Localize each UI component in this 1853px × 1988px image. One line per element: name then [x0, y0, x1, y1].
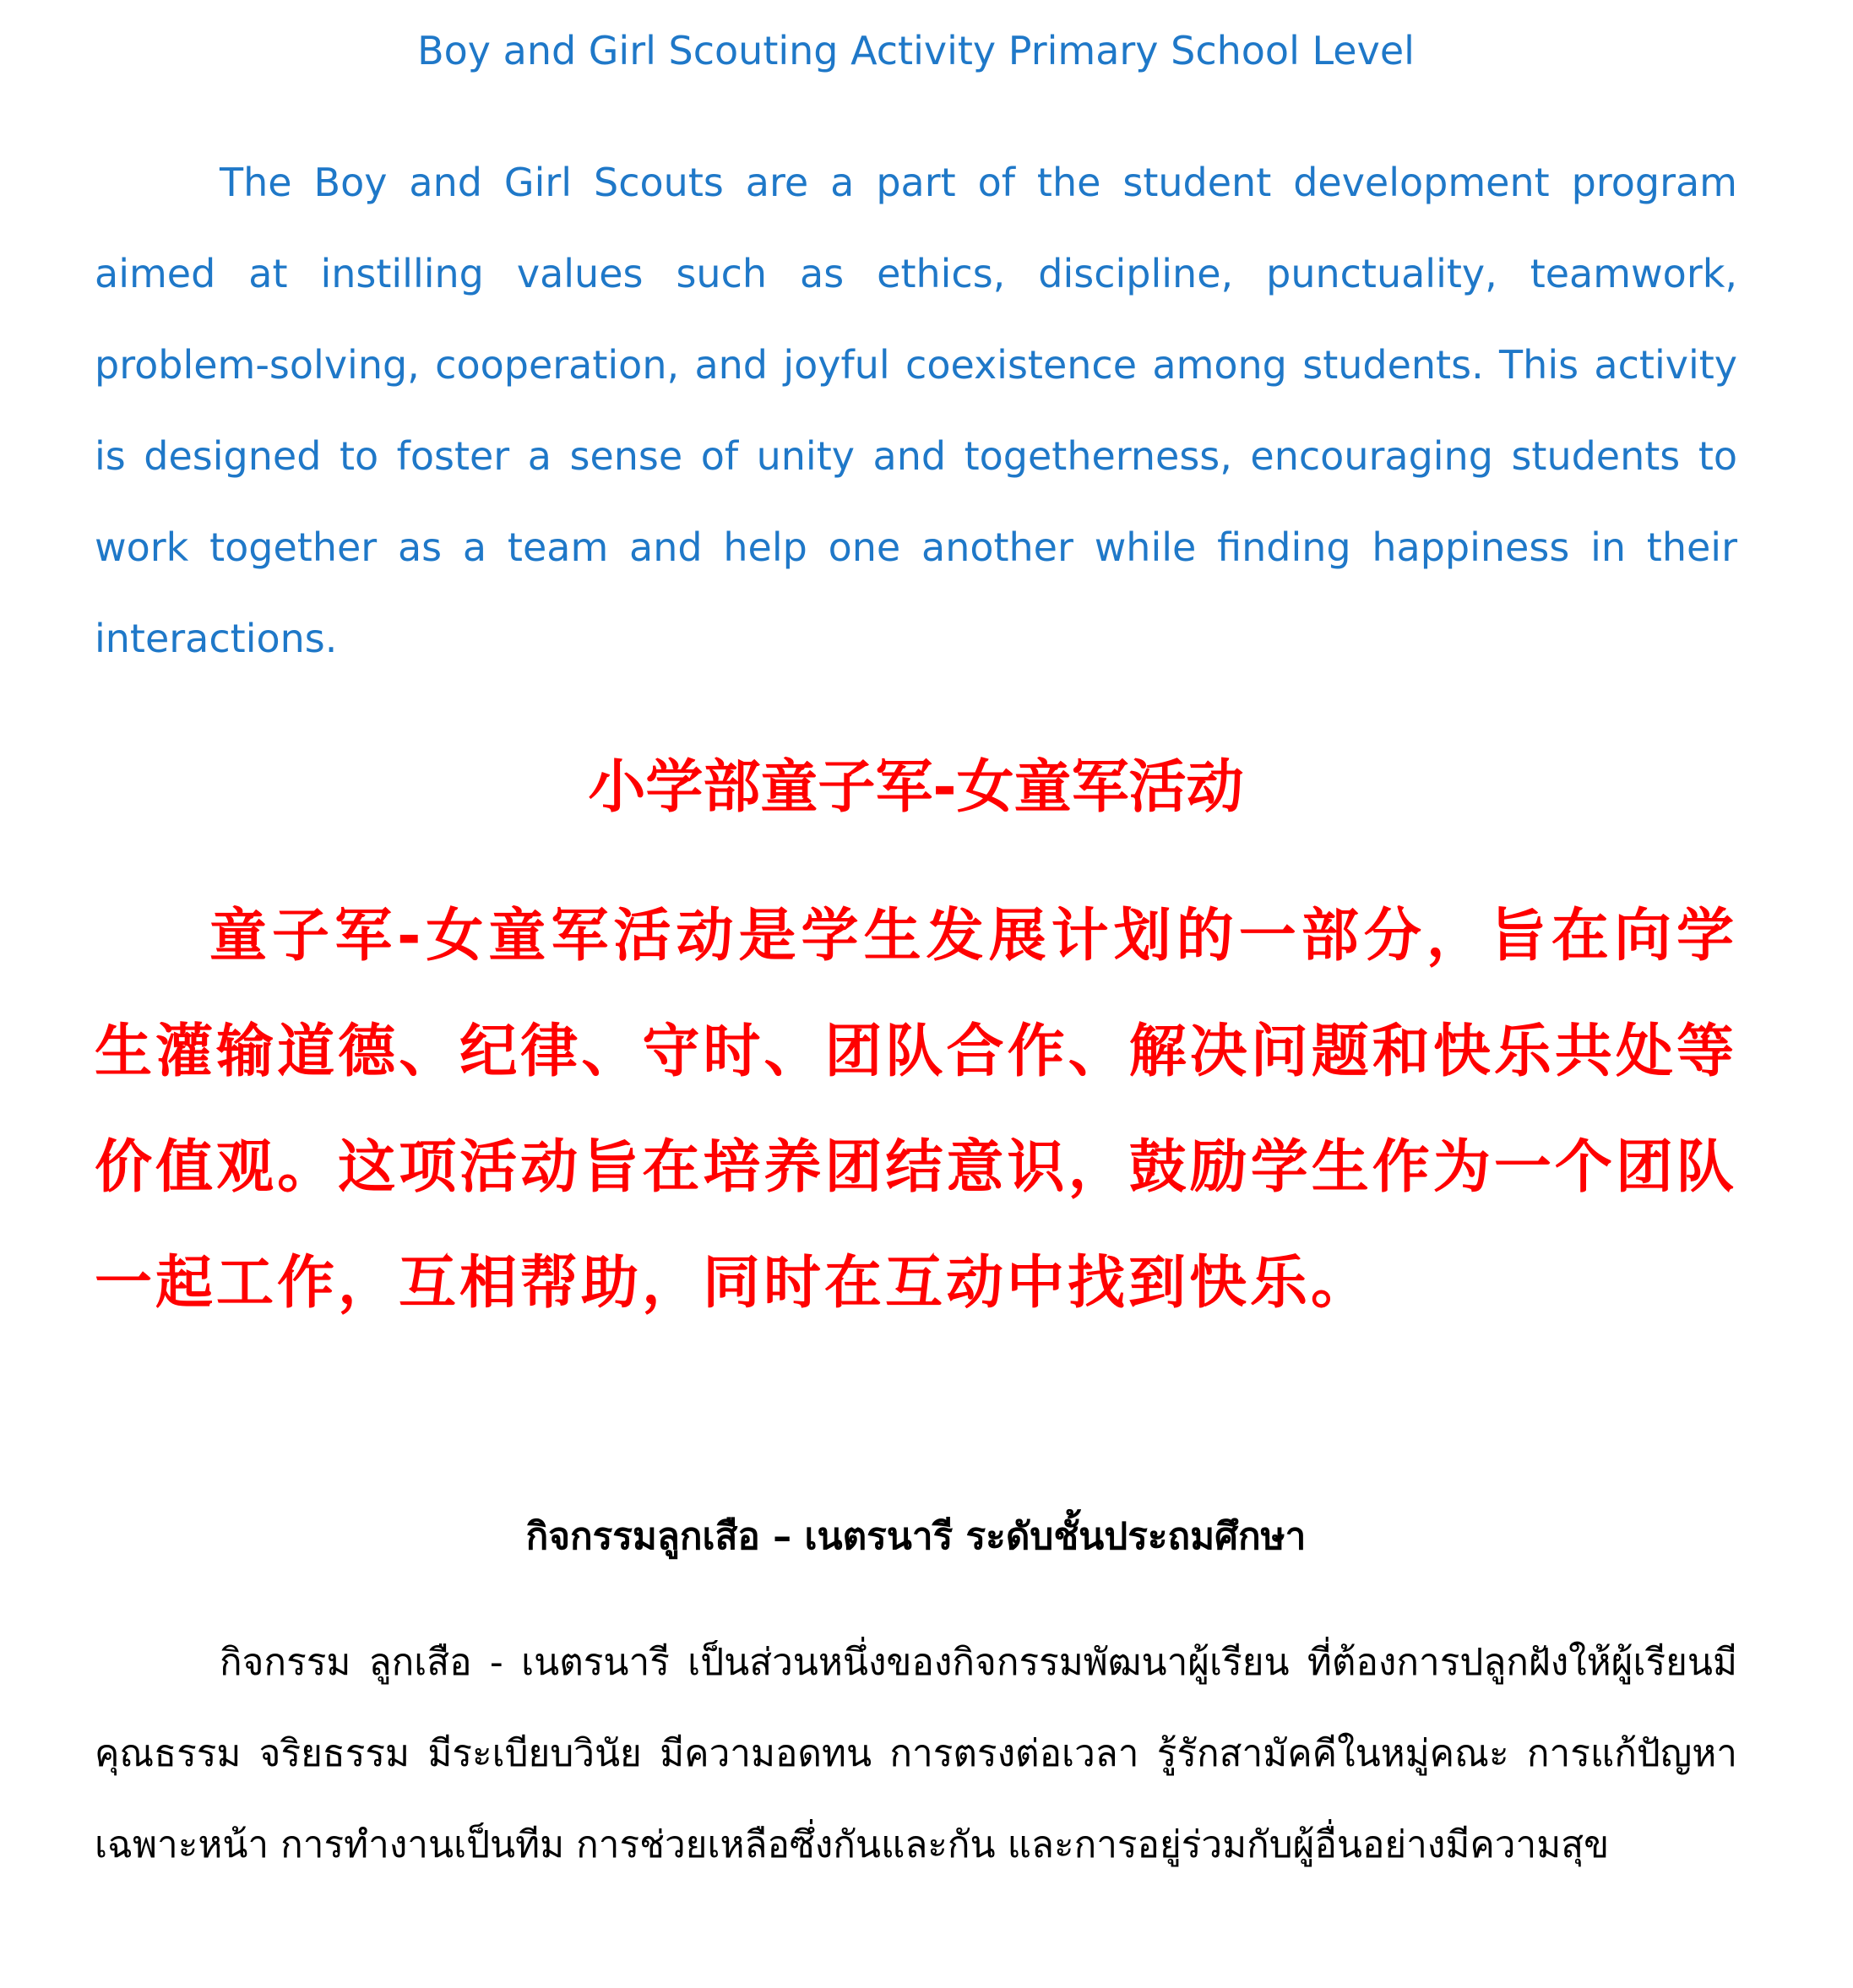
chinese-paragraph: 童子军-女童军活动是学生发展计划的一部分，旨在向学生灌输道德、纪律、守时、团队合作、解决问题和快乐共处等价值观。这项活动旨在培养团结意识，鼓励学生作为一个团队一起工作，互相帮助，同时在互动中找到快乐。: [95, 903, 1737, 1317]
english-paragraph: The Boy and Girl Scouts are a part of the student development program aimed at instilling values such as ethics, discipline, punctuality, teamwork, problem-solving, cooperation, and joyful coexistence among students. This activity is designed to foster a sense of unity and togetherness, encouraging students to work together as a team and help one another while finding happiness in their interactions.: [95, 160, 1737, 661]
thai-paragraph: กิจกรรม ลูกเสือ - เนตรนารี เป็นส่วนหนึ่งของกิจกรรมพัฒนาผู้เรียน ที่ต้องการปลูกฝังให้ผู้เรียนมีคุณธรรม จริยธรรม มีระเบียบวินัย มีความอดทน การตรงต่อเวลา รู้รักสามัคคีในหมู่คณะ การแก้ปัญหาเฉพาะหน้า การทำงานเป็นทีม การช่วยเหลือซึ่งกันและกัน และการอยู่ร่วมกับผู้อื่นอย่างมีความสุข: [95, 1641, 1737, 1866]
document-content: [95, 0, 1737, 1988]
chinese-title: 小学部童子军-女童军活动: [588, 754, 1244, 821]
thai-title: กิจกรรมลูกเสือ – เนตรนารี ระดับชั้นประถมศึกษา: [525, 1515, 1307, 1558]
english-title: Boy and Girl Scouting Activity Primary School Level: [417, 28, 1415, 73]
